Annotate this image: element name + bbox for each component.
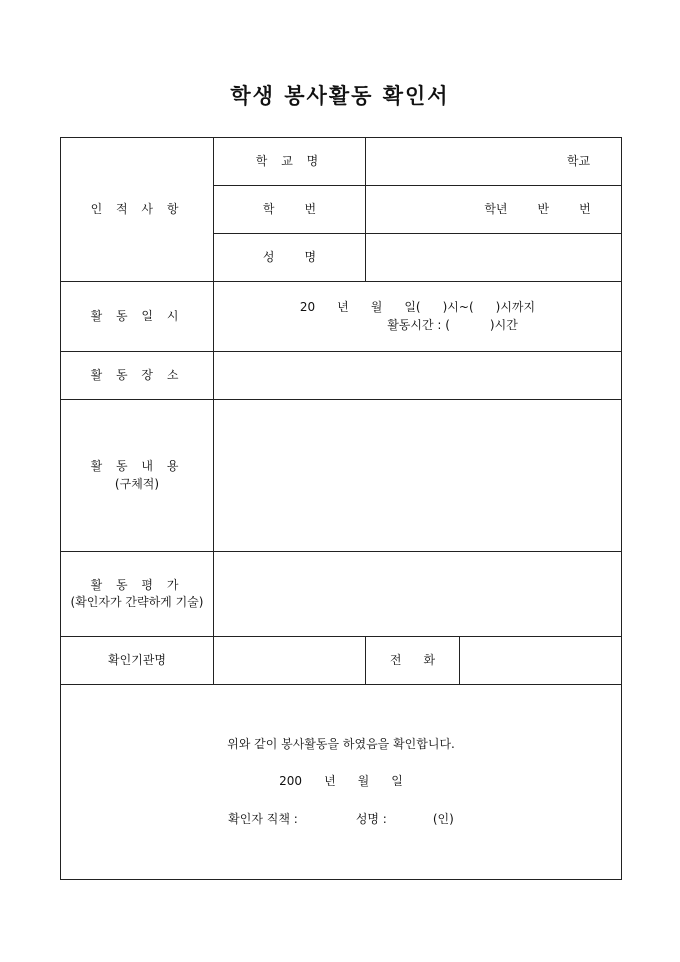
row-datetime — [61, 282, 622, 352]
row-school — [61, 138, 622, 186]
activity-content-label: 활 동 내 용 — [90, 459, 184, 474]
confirm-year: 200 — [279, 774, 303, 789]
confirm-org-label: 확인기관명 — [61, 637, 214, 685]
year-label: 년 — [337, 300, 349, 315]
duration-prefix: 활동시간 : ( — [387, 317, 450, 332]
confirmation-statement: 위와 같이 봉사활동을 하였음을 확인합니다. — [227, 736, 455, 751]
activity-evaluation-label: 활 동 평 가 — [90, 577, 184, 592]
school-name-label: 학 교 명 — [214, 138, 366, 186]
activity-datetime-label: 활 동 일 시 — [61, 282, 214, 352]
confirmation-date — [61, 773, 621, 790]
activity-place-field[interactable] — [214, 352, 622, 400]
confirmer-name-label: 성명 : — [355, 811, 387, 826]
to-hour-label: )시까지 — [495, 300, 536, 315]
activity-content-sublabel: (구체적) — [114, 476, 160, 491]
confirmer-signature-line — [61, 811, 621, 828]
grade-label: 학년 — [484, 201, 508, 216]
row-place — [61, 352, 622, 400]
datetime-line-1 — [214, 299, 621, 316]
row-confirm-org — [61, 637, 622, 685]
duration-suffix: )시간 — [489, 317, 518, 332]
school-name-field[interactable] — [366, 138, 622, 186]
phone-field[interactable] — [460, 637, 622, 685]
confirmer-position-label: 확인자 직책 : — [228, 811, 298, 826]
phone-label: 전 화 — [366, 637, 460, 685]
activity-content-label-cell — [61, 400, 214, 552]
student-number-label: 학 번 — [214, 186, 366, 234]
activity-evaluation-label-cell — [61, 552, 214, 637]
activity-content-field[interactable] — [214, 400, 622, 552]
class-label: 반 — [537, 201, 550, 216]
from-hour-label: )시~( — [442, 300, 474, 315]
student-number-field[interactable] — [366, 186, 622, 234]
name-label: 성 명 — [214, 234, 366, 282]
year-prefix: 20 — [299, 300, 316, 315]
seal-mark: (인) — [432, 811, 454, 826]
document-title: 학생 봉사활동 확인서 — [230, 83, 450, 108]
activity-place-label: 활 동 장 소 — [61, 352, 214, 400]
activity-evaluation-field[interactable] — [214, 552, 622, 637]
school-suffix: 학교 — [566, 153, 591, 168]
personal-info-header: 인 적 사 항 — [61, 138, 214, 282]
number-label: 번 — [579, 201, 591, 216]
name-field[interactable] — [366, 234, 622, 282]
day-label: 일( — [404, 300, 421, 315]
month-label: 월 — [370, 300, 383, 315]
row-content — [61, 400, 622, 552]
confirm-month-label: 월 — [357, 774, 370, 789]
confirm-day-label: 일 — [391, 774, 403, 789]
confirm-year-label: 년 — [324, 774, 336, 789]
volunteer-confirmation-form — [60, 137, 622, 880]
confirmation-block — [61, 685, 622, 880]
activity-datetime-field[interactable] — [214, 282, 622, 352]
row-evaluation — [61, 552, 622, 637]
activity-evaluation-sublabel: (확인자가 간략하게 기술) — [70, 595, 204, 609]
confirm-org-field[interactable] — [214, 637, 366, 685]
row-confirmation — [61, 685, 622, 880]
datetime-line-2 — [214, 317, 621, 334]
